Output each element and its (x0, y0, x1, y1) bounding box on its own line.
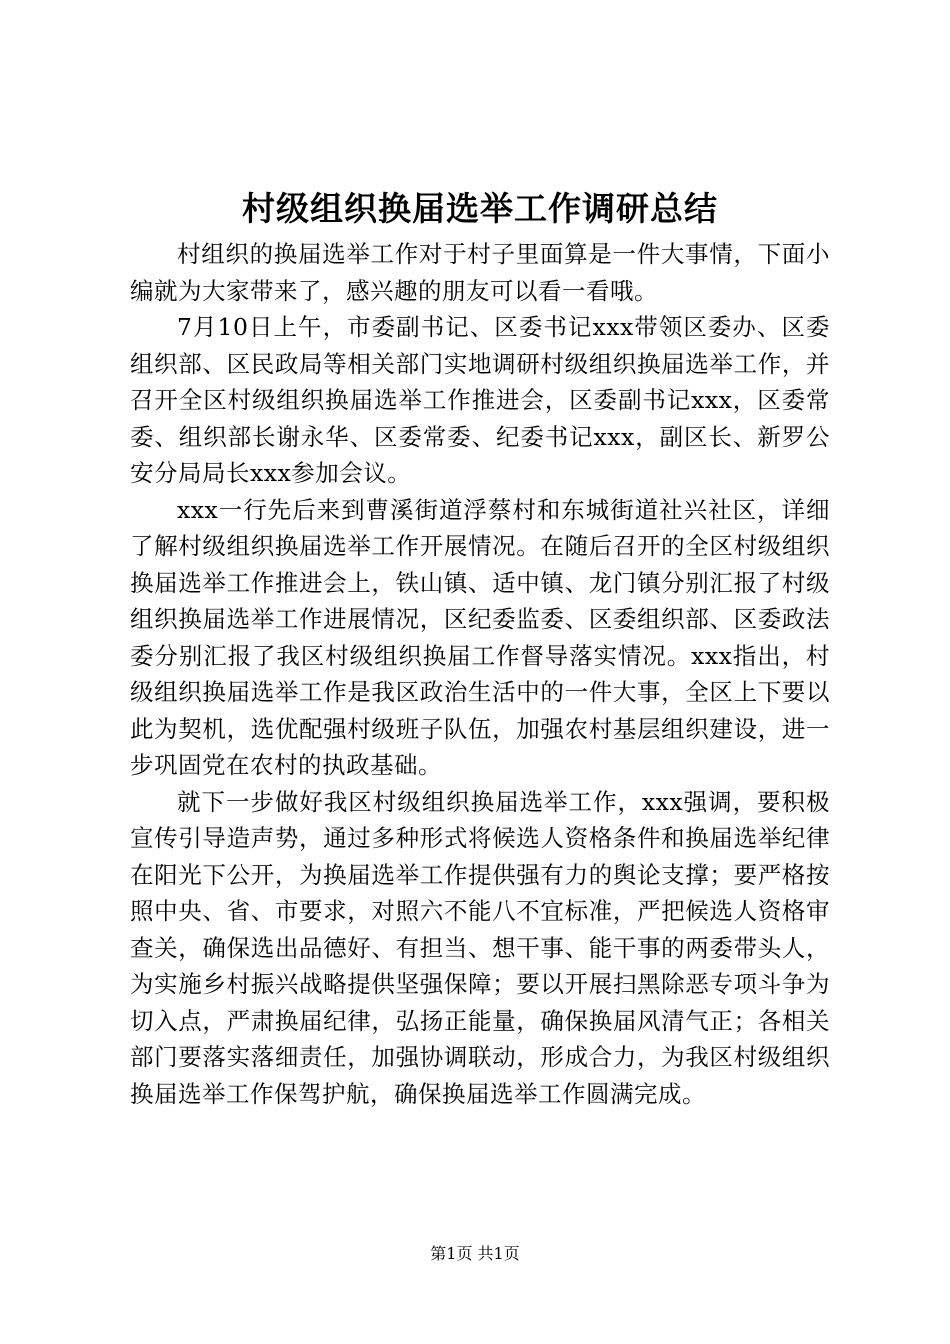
page-footer: 第1页 共1页 (430, 1244, 520, 1263)
paragraph-meeting: 7月10日上午，市委副书记、区委书记xxx带领区委办、区委组织部、区民政局等相关部门实地调研村级组织换届选举工作，并召开全区村级组织换届选举工作推进会，区委副书记xxx，区委常委、组织部长谢永华、区委常委、纪委书记xxx，副区长、新罗公安分局局长xxx参加会议。 (130, 313, 830, 487)
paragraph-emphasis: 就下一步做好我区村级组织换届选举工作，xxx强调，要积极宣传引导造声势，通过多种形式将候选人资格条件和换届选举纪律在阳光下公开，为换届选举工作提供强有力的舆论支撑；要严格按照中央、省、市要求，对照六不能八不宜标准，严把候选人资格审查关，确保选出品德好、有担当、想干事、能干事的两委带头人，为实施乡村振兴战略提供坚强保障；要以开展扫黑除恶专项斗争为切入点，严肃换届纪律，弘扬正能量，确保换届风清气正；各相关部门要落实落细责任，加强协调联动，形成合力，为我区村级组织换届选举工作保驾护航，确保换届选举工作圆满完成。 (130, 787, 830, 1108)
document-title: 村级组织换届选举工作调研总结 (242, 189, 718, 228)
paragraph-inspection: xxx一行先后来到曹溪街道浮蔡村和东城街道社兴社区，详细了解村级组织换届选举工作开展情况。在随后召开的全区村级组织换届选举工作推进会上，铁山镇、适中镇、龙门镇分别汇报了村级组织换届选举工作进展情况，区纪委监委、区委组织部、区委政法委分别汇报了我区村级组织换届工作督导落实情况。xxx指出，村级组织换届选举工作是我区政治生活中的一件大事，全区上下要以此为契机，选优配强村级班子队伍，加强农村基层组织建设，进一步巩固党在农村的执政基础。 (130, 495, 830, 779)
paragraph-intro: 村组织的换届选举工作对于村子里面算是一件大事情，下面小编就为大家带来了，感兴趣的朋友可以看一看哦。 (130, 240, 830, 305)
document-body (130, 236, 830, 1112)
